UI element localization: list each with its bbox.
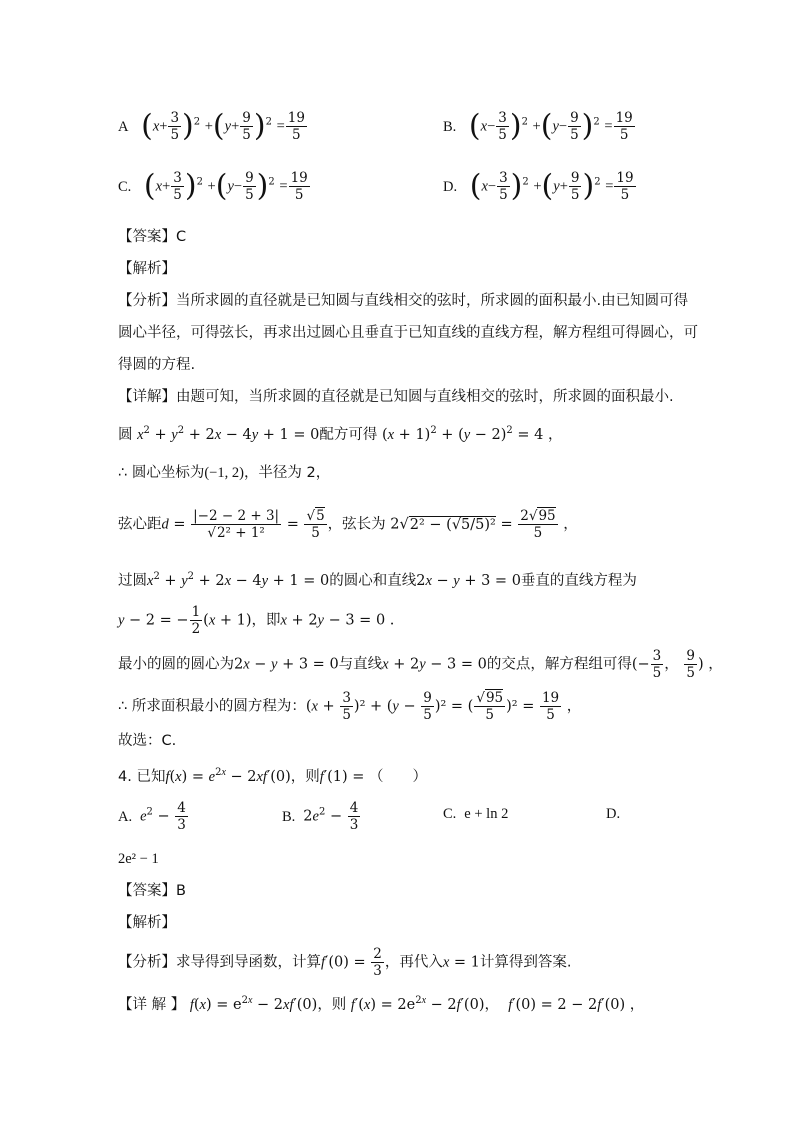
analysis-label-q3: 【解析】 bbox=[118, 261, 176, 277]
analysis-q4: 【分析】求导得到导函数，计算f′(0) = $\frac{2}{3}$ ，再代入x = 1计算得到答案. bbox=[118, 946, 572, 979]
q4-option-d: D. bbox=[606, 806, 621, 822]
detail-center: ∴ 圆心坐标为(−1, 2)，半径为 2， bbox=[118, 465, 331, 481]
option-label: D. bbox=[443, 178, 458, 195]
q4-option-c: C. e + ln 2 bbox=[443, 806, 509, 822]
detail-min-center: 最小的圆的圆心为2x − y + 3 = 0与直线x + 2y − 3 = 0的交点，解方程组可得(− $\frac{3}{5}$ ， $\frac{9}{5}$ ) ， bbox=[118, 648, 723, 681]
option-label: A bbox=[118, 118, 129, 135]
detail-final-eq: ∴ 所求面积最小的圆方程为：(x + $\frac{3}{5}$ )² + (y − $\frac{9}{5}$ )² = ( $\frac{√95}{5}$ )² = $\frac{19}{5}$ ， bbox=[118, 690, 582, 723]
answer-q4: 【答案】B bbox=[118, 883, 186, 899]
analysis-label-q4: 【解析】 bbox=[118, 915, 176, 931]
detail-line-1: 【详解】由题可知，当所求圆的直径就是已知圆与直线相交的弦时，所求圆的面积最小. bbox=[118, 389, 674, 405]
detail-perp-line: y − 2 = − $\frac{1}{2}$ (x + 1)，即x + 2y − 3 = 0 . bbox=[118, 604, 395, 637]
option-label: B. bbox=[443, 118, 457, 135]
q4-option-b: B. $2e^2$ − $\frac{4}{3}$ bbox=[282, 800, 359, 833]
analysis-line-2: 圆心半径，可得弦长，再求出过圆心且垂直于已知直线的直线方程，解方程组可得圆心，可 bbox=[118, 325, 698, 341]
conclusion-q3: 故选：C. bbox=[118, 733, 177, 749]
detail-q4: 【详 解 】 $f(x) = e^{2x} - 2xf'(0)$，则 $f'(x) = 2e^{2x} - 2f'(0)$， f′(0) = 2 − 2f′(0) ， bbox=[118, 995, 645, 1013]
detail-circle-eq: 圆 $x^2 + y^2 + 2x - 4y + 1 = 0$配方可得 $(x + 1)^2 + (y - 2)^2 = 4$ ， bbox=[118, 425, 563, 443]
option-label: C. bbox=[118, 178, 132, 195]
q4-stem: 4. 已知$f(x) = e^{2x} - 2xf'(0)$，则f′(1) = （ ） bbox=[118, 767, 428, 785]
option-b: B. (x− $\frac{3}{5}$ )$^2$ +(y− $\frac{9}{5}$ )$^2$ = $\frac{19}{5}$ bbox=[443, 108, 633, 144]
answer-q3: 【答案】C bbox=[118, 229, 187, 245]
q4-option-d-text: 2e² − 1 bbox=[118, 851, 159, 867]
detail-chord: 弦心距d = $\frac{|-2 - 2 + 3|}{\text{√2² + 1²}}$ = $\frac{√5}{5}$ ，弦长为 2√2² − (√5/5)² = $\frac{2√95}{5}$ ， bbox=[118, 508, 578, 541]
analysis-line-1: 【分析】当所求圆的直径就是已知圆与直线相交的弦时，所求圆的面积最小.由已知圆可得 bbox=[118, 293, 689, 309]
q4-option-a: A. $e^2$ − $\frac{4}{3}$ bbox=[118, 800, 186, 833]
detail-perp: 过圆$x^2 + y^2 + 2x - 4y + 1 = 0$的圆心和直线2x − y + 3 = 0垂直的直线方程为 bbox=[118, 571, 637, 589]
option-d: D. (x− $\frac{3}{5}$ )$^2$ +(y+ $\frac{9}{5}$ )$^2$ = $\frac{19}{5}$ bbox=[443, 168, 634, 204]
option-c: C. (x+ $\frac{3}{5}$ )$^2$ +(y− $\frac{9}{5}$ )$^2$ = $\frac{19}{5}$ bbox=[118, 168, 308, 204]
option-a: A (x+ $\frac{3}{5}$ )$^2$ +(y+ $\frac{9}{5}$ )$^2$ = $\frac{19}{5}$ bbox=[118, 108, 305, 144]
analysis-line-3: 得圆的方程. bbox=[118, 357, 196, 373]
